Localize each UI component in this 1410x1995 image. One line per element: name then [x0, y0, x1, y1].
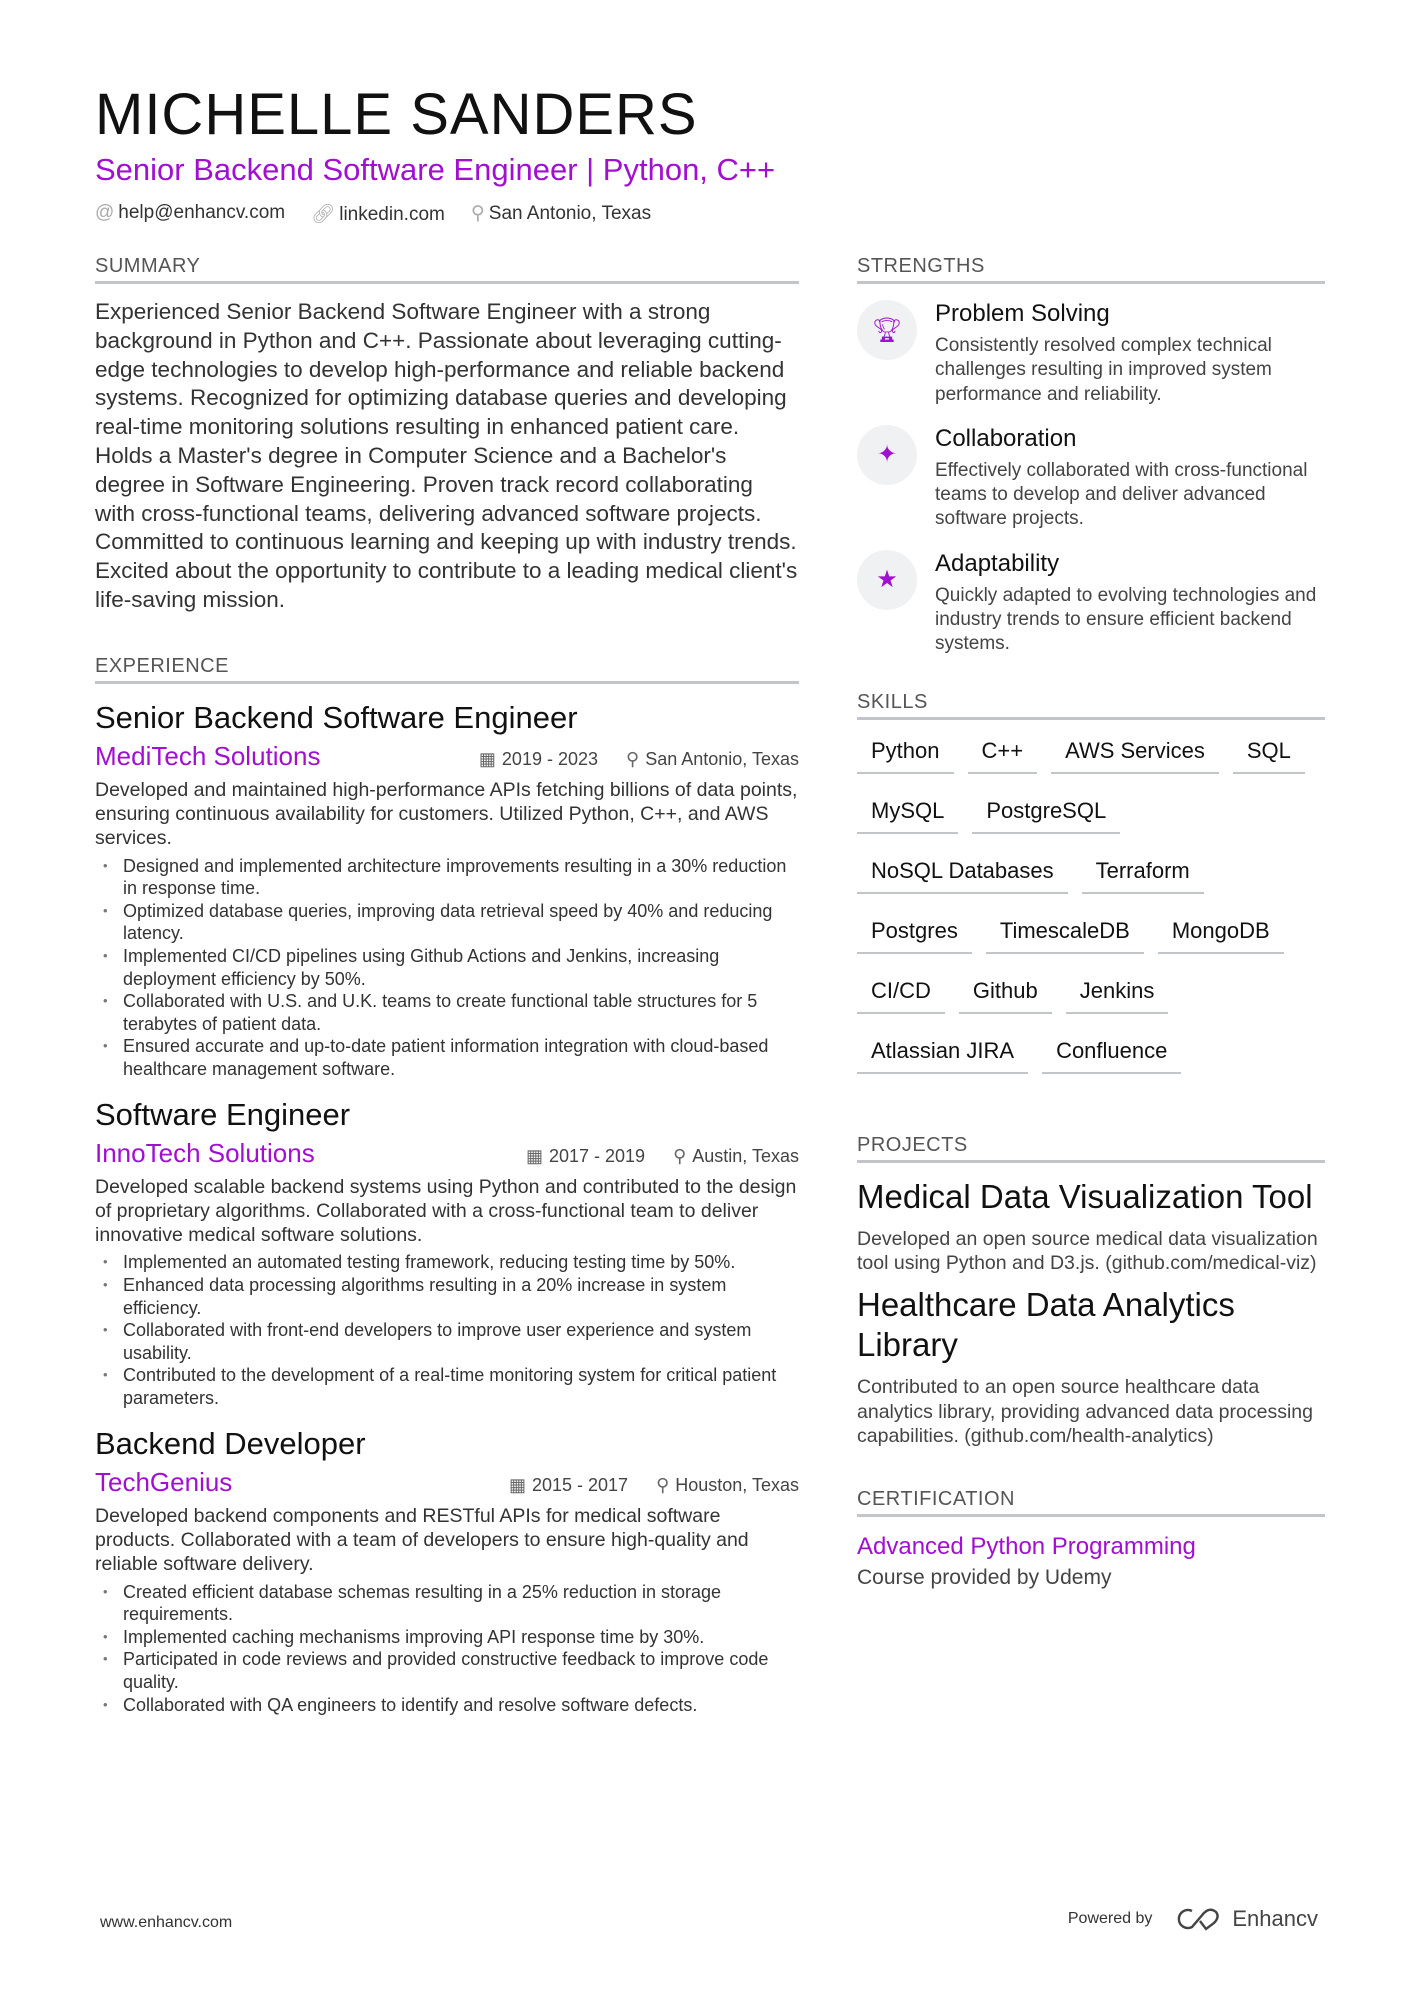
location-icon: ⚲: [673, 1145, 687, 1166]
project-description: Contributed to an open source healthcare data analytics library, providing advanced data processing capabilities. (github.com/health-analytics): [857, 1376, 1313, 1447]
strength-item: [857, 548, 1325, 657]
skill-tag: TimescaleDB: [986, 914, 1144, 954]
job-description: Developed and maintained high-performance APIs fetching billions of data points, ensuring continuous availability for customers. Utilized Python, C++, and AWS services.: [95, 778, 798, 850]
projects-heading: PROJECTS: [857, 1134, 1325, 1163]
at-icon: @: [95, 202, 115, 223]
skill-tag: NoSQL Databases: [857, 854, 1068, 894]
job-dates: [509, 1475, 628, 1496]
job-dates: [479, 749, 598, 770]
company-name: MediTech Solutions: [95, 740, 321, 771]
dates-text: 2019 - 2023: [501, 748, 599, 769]
summary-text: Experienced Senior Backend Software Engineer with a strong background in Python and C++. Passionate about leveraging cutting-edge technologies to develop high-performance and reliable backend systems. Recognized for optimizing database queries and developing real-time monitoring solutions resulting in enhanced patient care. Holds a Master's degree in Computer Science and a Bachelor's degree in Software Engineering. Proven track record collaborating with cross-functional teams, delivering advanced software projects. Committed to continuous learning and keeping up with industry trends. Excited about the opportunity to contribute to a leading medical client's life-saving mission.: [95, 299, 798, 612]
certification-heading: CERTIFICATION: [857, 1488, 1325, 1517]
job-location: [673, 1146, 799, 1167]
job-meta-row: [95, 738, 799, 774]
brand-name: Enhancv: [1232, 1906, 1318, 1931]
skill-tag: AWS Services: [1051, 734, 1219, 774]
calendar-icon: ▦: [508, 1474, 526, 1495]
contact-email[interactable]: [95, 202, 285, 226]
project-item: [857, 1285, 1325, 1448]
projects-list: [857, 1177, 1325, 1448]
job-bullet: • Contributed to the development of a real-time monitoring system for critical patient parameters.: [95, 1364, 799, 1409]
right-column: [857, 255, 1325, 1593]
job-bullet: • Created efficient database schemas resulting in a 25% reduction in storage requirements.: [95, 1581, 799, 1626]
skill-tag: Github: [959, 974, 1052, 1014]
job-bullet: • Collaborated with U.S. and U.K. teams to create functional table structures for 5 terabytes of patient data.: [95, 990, 799, 1035]
job-bullet: • Implemented caching mechanisms improving API response time by 30%.: [95, 1626, 799, 1649]
skill-tag: Terraform: [1082, 854, 1204, 894]
certification-description: Course provided by Udemy: [857, 1566, 1112, 1590]
contact-location: [471, 202, 651, 226]
job-meta: [526, 1146, 799, 1167]
strength-description: Effectively collaborated with cross-functional teams to develop and deliver advanced software projects.: [935, 459, 1308, 530]
strengths-heading: STRENGTHS: [857, 255, 1325, 284]
project-description: Developed an open source medical data visualization tool using Python and D3.js. (github.com/medical-viz): [857, 1227, 1318, 1274]
job-location: [656, 1475, 799, 1496]
job-title: Backend Developer: [95, 1425, 366, 1461]
job-entry: [95, 698, 799, 1081]
job-location: [626, 749, 799, 770]
project-item: [857, 1177, 1325, 1276]
job-bullet: • Implemented an automated testing framework, reducing testing time by 50%.: [95, 1251, 799, 1274]
job-bullet: • Ensured accurate and up-to-date patient information integration with cloud-based healthcare management software.: [95, 1035, 799, 1080]
skill-tag: MySQL: [857, 794, 958, 834]
job-meta-row: [95, 1135, 799, 1171]
powered-by-label: Powered by: [1067, 1910, 1153, 1927]
job-bullets: [95, 1251, 799, 1409]
footer-website[interactable]: www.enhancv.com: [100, 1914, 233, 1931]
certification-title: Advanced Python Programming: [857, 1533, 1196, 1561]
strength-title: Collaboration: [935, 424, 1077, 452]
strength-item: [857, 423, 1325, 532]
dates-text: 2017 - 2019: [548, 1145, 646, 1166]
linkedin-text: linkedin.com: [339, 204, 445, 225]
job-entry: [95, 1424, 799, 1716]
job-bullets: [95, 1581, 799, 1717]
job-bullet: • Collaborated with QA engineers to identify and resolve software defects.: [95, 1694, 799, 1717]
project-title: Medical Data Visualization Tool: [857, 1177, 1313, 1215]
job-description: Developed backend components and RESTful APIs for medical software products. Collaborated with a team of developers to ensure high-quality and reliable software delivery.: [95, 1504, 749, 1576]
skill-tag: Python: [857, 734, 954, 774]
strengths-list: [857, 298, 1325, 657]
job-dates: [526, 1146, 645, 1167]
job-title: Software Engineer: [95, 1096, 351, 1132]
enhancv-logo[interactable]: [1176, 1906, 1318, 1932]
skill-tag: CI/CD: [857, 974, 945, 1014]
strength-description: Quickly adapted to evolving technologies and industry trends to ensure efficient backend systems.: [935, 584, 1317, 655]
job-bullets: [95, 855, 799, 1081]
job-title: Senior Backend Software Engineer: [95, 699, 578, 735]
job-bullet: • Implemented CI/CD pipelines using Github Actions and Jenkins, increasing deployment efficiency by 50%.: [95, 945, 799, 990]
job-entry: [95, 1095, 799, 1410]
resume-header: [95, 80, 1325, 226]
location-icon: ⚲: [470, 203, 485, 224]
skill-tag: Postgres: [857, 914, 972, 954]
calendar-icon: ▦: [525, 1145, 543, 1166]
skill-tag: MongoDB: [1158, 914, 1284, 954]
skills-list: [857, 734, 1325, 1074]
job-bullet: • Designed and implemented architecture improvements resulting in a 30% reduction in response time.: [95, 855, 799, 900]
location-icon: ⚲: [626, 748, 640, 769]
job-bullet: • Enhanced data processing algorithms resulting in a 20% increase in system efficiency.: [95, 1274, 799, 1319]
location-icon: ⚲: [656, 1474, 670, 1495]
star-icon: ★: [857, 550, 917, 610]
left-column: [95, 255, 799, 1716]
email-text: help@enhancv.com: [118, 202, 286, 223]
location-text: San Antonio, Texas: [645, 748, 799, 769]
skill-tag: Atlassian JIRA: [857, 1034, 1028, 1074]
job-bullet: • Optimized database queries, improving data retrieval speed by 40% and reducing latency.: [95, 900, 799, 945]
skill-tag: Jenkins: [1066, 974, 1169, 1014]
contact-info: [95, 202, 1325, 226]
skill-tag: SQL: [1233, 734, 1305, 774]
job-meta-row: [95, 1464, 799, 1500]
summary-heading: SUMMARY: [95, 255, 799, 284]
dates-text: 2015 - 2017: [531, 1474, 629, 1495]
footer-powered-by: [1068, 1906, 1318, 1932]
skill-tag: Confluence: [1042, 1034, 1181, 1074]
job-meta: [479, 749, 799, 770]
strength-item: [857, 298, 1325, 407]
job-bullet: • Collaborated with front-end developers to improve user experience and system usability.: [95, 1319, 799, 1364]
skill-tag: PostgreSQL: [972, 794, 1120, 834]
experience-heading: EXPERIENCE: [95, 655, 799, 684]
skills-heading: SKILLS: [857, 691, 1325, 720]
trophy-icon: 🏆︎: [857, 300, 917, 360]
skill-tag: C++: [968, 734, 1038, 774]
candidate-headline: Senior Backend Software Engineer | Python, C++: [95, 152, 776, 187]
strength-title: Problem Solving: [935, 300, 1110, 327]
job-description: Developed scalable backend systems using Python and contributed to the design of proprietary algorithms. Collaborated with a cross-functional team to deliver innovative medical software solutions.: [95, 1175, 797, 1247]
link-icon: 🔗︎: [311, 204, 336, 225]
magic-wand-icon: ✦: [857, 425, 917, 485]
company-name: InnoTech Solutions: [95, 1137, 315, 1168]
location-text: Austin, Texas: [692, 1145, 799, 1166]
project-title: Healthcare Data Analytics Library: [857, 1286, 1235, 1364]
strength-title: Adaptability: [935, 549, 1060, 577]
job-bullet: • Participated in code reviews and provided constructive feedback to improve code quality.: [95, 1648, 799, 1693]
job-meta: [509, 1475, 799, 1496]
enhancv-logo-icon: [1176, 1907, 1222, 1931]
strength-description: Consistently resolved complex technical challenges resulting in improved system performance and reliability.: [935, 335, 1272, 405]
candidate-name: MICHELLE SANDERS: [95, 82, 698, 147]
location-text: Houston, Texas: [675, 1474, 799, 1495]
contact-linkedin[interactable]: [311, 202, 445, 226]
location-text: San Antonio, Texas: [488, 203, 652, 224]
calendar-icon: ▦: [478, 748, 496, 769]
company-name: TechGenius: [95, 1466, 233, 1497]
experience-list: [95, 698, 799, 1716]
